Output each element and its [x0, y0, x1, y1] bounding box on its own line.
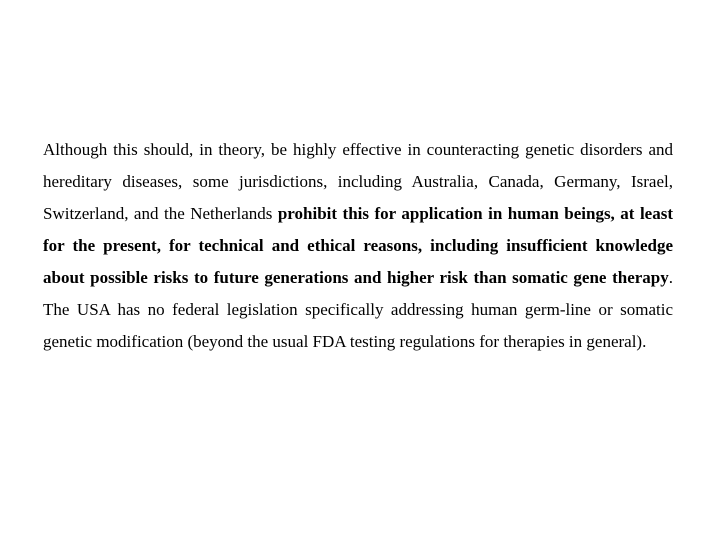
paragraph-intro: Although this should, in theory, be highly effective in counteracting genetic disorders and hereditary diseases, some jurisdictions, including Australia, Canada, Germany, Israel, Switzerland, and the Netherlands — [43, 140, 673, 223]
paragraph-bold-statement: prohibit this for application in human beings, at least for the present, for technical and ethical reasons, including insufficient knowledge about possible risks to future generations and higher risk than somatic gene therapy — [43, 204, 673, 287]
paragraph-outro: . The USA has no federal legislation specifically addressing human germ-line or somatic genetic modification (beyond the usual FDA testing regulations for therapies in general). — [43, 268, 673, 351]
body-paragraph — [43, 134, 673, 358]
